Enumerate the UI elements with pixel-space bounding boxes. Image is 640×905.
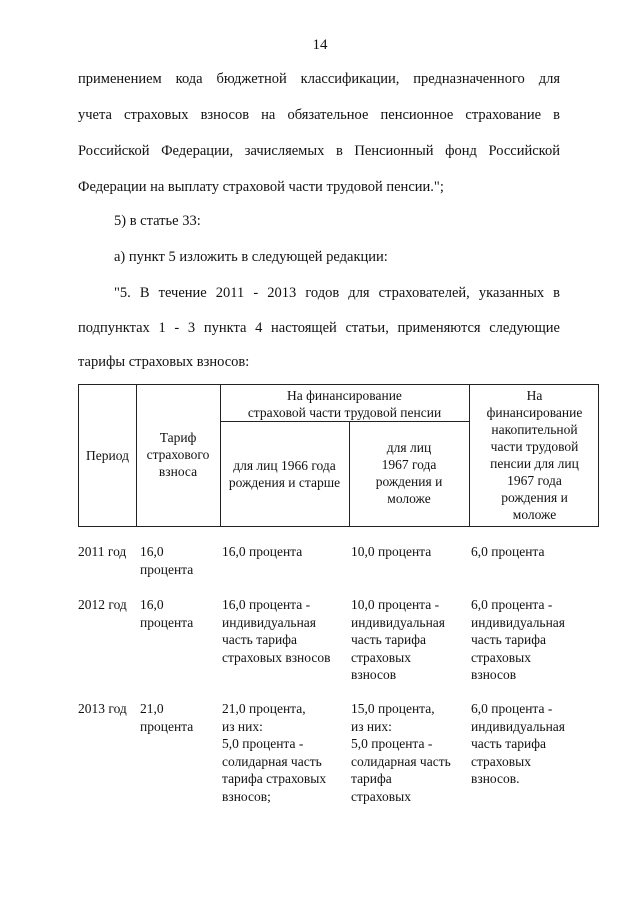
- row-2012-tariff: [140, 596, 193, 631]
- row-2013-born-1966: [222, 700, 326, 805]
- row-2011-period: 2011 год: [78, 544, 127, 559]
- row-2013-period: 2013 год: [78, 701, 127, 716]
- row-2012-tariff-line-2: процента: [140, 614, 194, 630]
- header-tariff-line-2: страхового: [146, 447, 210, 462]
- row-2013-born-1966-line-5: тарифа страховых: [222, 771, 327, 786]
- row-2013-born-1967-line-5: тарифа: [351, 771, 392, 786]
- header-born-1967-line-4: моложе: [387, 491, 431, 506]
- paragraph-2-line-3: тарифы страховых взносов:: [78, 354, 250, 370]
- row-2011-tariff-line-1: 16,0: [140, 544, 164, 559]
- row-2012-funded-line-2: индивидуальная: [471, 614, 566, 630]
- row-2013-born-1966-line-4: солидарная часть: [222, 753, 322, 769]
- row-2011-born-1967: 10,0 процента: [351, 544, 432, 559]
- row-2012-funded: [471, 596, 565, 684]
- header-insurance-group: [220, 387, 469, 421]
- header-funded-line-6: 1967 года: [507, 473, 562, 488]
- row-2013-born-1967-line-2: из них:: [351, 718, 392, 734]
- header-born-1966-line-2: рождения и старше: [228, 475, 341, 490]
- row-2011-tariff: [140, 543, 193, 578]
- page-number: 14: [312, 37, 328, 53]
- row-2013-born-1967: [351, 700, 451, 805]
- row-2012-funded-line-4: страховых: [471, 649, 531, 665]
- row-2013-born-1966-line-3: 5,0 процента -: [222, 736, 304, 751]
- header-funded-line-8: моложе: [512, 507, 557, 522]
- row-2013-funded: [471, 700, 565, 788]
- row-2012-born-1966-line-2: индивидуальная: [222, 614, 317, 630]
- row-2012-born-1967-line-2: индивидуальная: [351, 614, 446, 630]
- row-2013-tariff: [140, 700, 193, 735]
- row-2012-funded-line-3: часть тарифа: [471, 632, 546, 647]
- header-period: Период: [86, 448, 129, 463]
- header-funded-line-4: части трудовой: [490, 439, 579, 454]
- row-2012-funded-line-5: взносов: [471, 667, 517, 682]
- row-2013-born-1967-line-4: солидарная часть: [351, 753, 451, 769]
- row-2011-funded: 6,0 процента: [471, 544, 545, 559]
- row-2013-funded-line-1: 6,0 процента -: [471, 701, 553, 716]
- row-2013-funded-line-2: индивидуальная: [471, 718, 566, 734]
- header-born-1967-line-3: рождения и: [375, 474, 443, 489]
- header-born-1966: [220, 457, 349, 491]
- paragraph-1-line-4: Федерации на выплату страховой части трудовой пенсии.";: [78, 179, 444, 195]
- header-funded-line-5: пенсии для лиц: [490, 456, 579, 471]
- row-2013-born-1966-line-1: 21,0 процента,: [222, 701, 306, 716]
- paragraph-2-line-2: подпунктах 1 - 3 пункта 4 настоящей статьи, применяются следующие: [78, 320, 560, 336]
- header-insurance-group-line-2: страховой части трудовой пенсии: [247, 405, 442, 420]
- row-2012-funded-line-1: 6,0 процента -: [471, 597, 553, 612]
- row-2011-born-1966: 16,0 процента: [222, 544, 303, 559]
- header-tariff-line-1: Тариф: [159, 430, 197, 445]
- row-2013-tariff-line-1: 21,0: [140, 701, 164, 716]
- row-2012-born-1967-line-4: страховых: [351, 649, 411, 665]
- row-2012-born-1966: [222, 596, 331, 666]
- header-born-1966-line-1: для лиц 1966 года: [233, 458, 336, 473]
- row-2012-born-1966-line-3: часть тарифа: [222, 632, 297, 647]
- row-2013-funded-line-4: страховых: [471, 753, 531, 769]
- row-2012-born-1967-line-3: часть тарифа: [351, 632, 426, 647]
- header-tariff-line-3: взноса: [158, 464, 198, 479]
- header-born-1967-line-1: для лиц: [386, 440, 432, 455]
- paragraph-1-line-1: применением кода бюджетной классификации, предназначенного для: [78, 71, 560, 87]
- header-funded-line-7: рождения и: [501, 490, 568, 505]
- row-2013-born-1967-line-3: 5,0 процента -: [351, 736, 433, 751]
- row-2012-tariff-line-1: 16,0: [140, 597, 164, 612]
- header-funded-line-3: накопительной: [491, 422, 578, 437]
- item-5: 5) в статье 33:: [114, 213, 201, 229]
- header-insurance-group-line-1: На финансирование: [287, 388, 402, 403]
- row-2013-born-1966-line-2: из них:: [222, 718, 263, 734]
- row-2011-tariff-line-2: процента: [140, 561, 194, 577]
- row-2013-funded-line-5: взносов.: [471, 771, 520, 786]
- tariff-table-header: [78, 384, 599, 527]
- paragraph-1-line-2: учета страховых взносов на обязательное пенсионное страхование в: [78, 107, 560, 123]
- row-2012-born-1966-line-4: страховых взносов: [222, 649, 331, 665]
- row-2013-tariff-line-2: процента: [140, 718, 194, 734]
- header-born-1967-line-2: 1967 года: [381, 457, 437, 472]
- row-2012-born-1967-line-1: 10,0 процента -: [351, 597, 440, 612]
- header-funded-line-1: На: [526, 388, 543, 403]
- header-funded-line-2: финансирование: [486, 405, 583, 420]
- subheader-divider: [220, 421, 469, 422]
- header-funded: [469, 387, 600, 523]
- item-a: а) пункт 5 изложить в следующей редакции:: [114, 249, 388, 265]
- row-2013-born-1967-line-1: 15,0 процента,: [351, 701, 435, 716]
- row-2012-born-1966-line-1: 16,0 процента -: [222, 597, 311, 612]
- header-born-1967: [349, 439, 469, 507]
- row-2012-born-1967: [351, 596, 445, 684]
- row-2012-born-1967-line-5: взносов: [351, 667, 397, 682]
- paragraph-1-line-3: Российской Федерации, зачисляемых в Пенсионный фонд Российской: [78, 143, 560, 159]
- row-2012-period: 2012 год: [78, 597, 127, 612]
- header-tariff: [136, 429, 220, 480]
- row-2013-born-1967-line-6: страховых: [351, 788, 411, 804]
- row-2013-born-1966-line-6: взносов;: [222, 788, 271, 804]
- paragraph-2-line-1: "5. В течение 2011 - 2013 годов для страхователей, указанных в: [114, 285, 560, 301]
- row-2013-funded-line-3: часть тарифа: [471, 736, 546, 751]
